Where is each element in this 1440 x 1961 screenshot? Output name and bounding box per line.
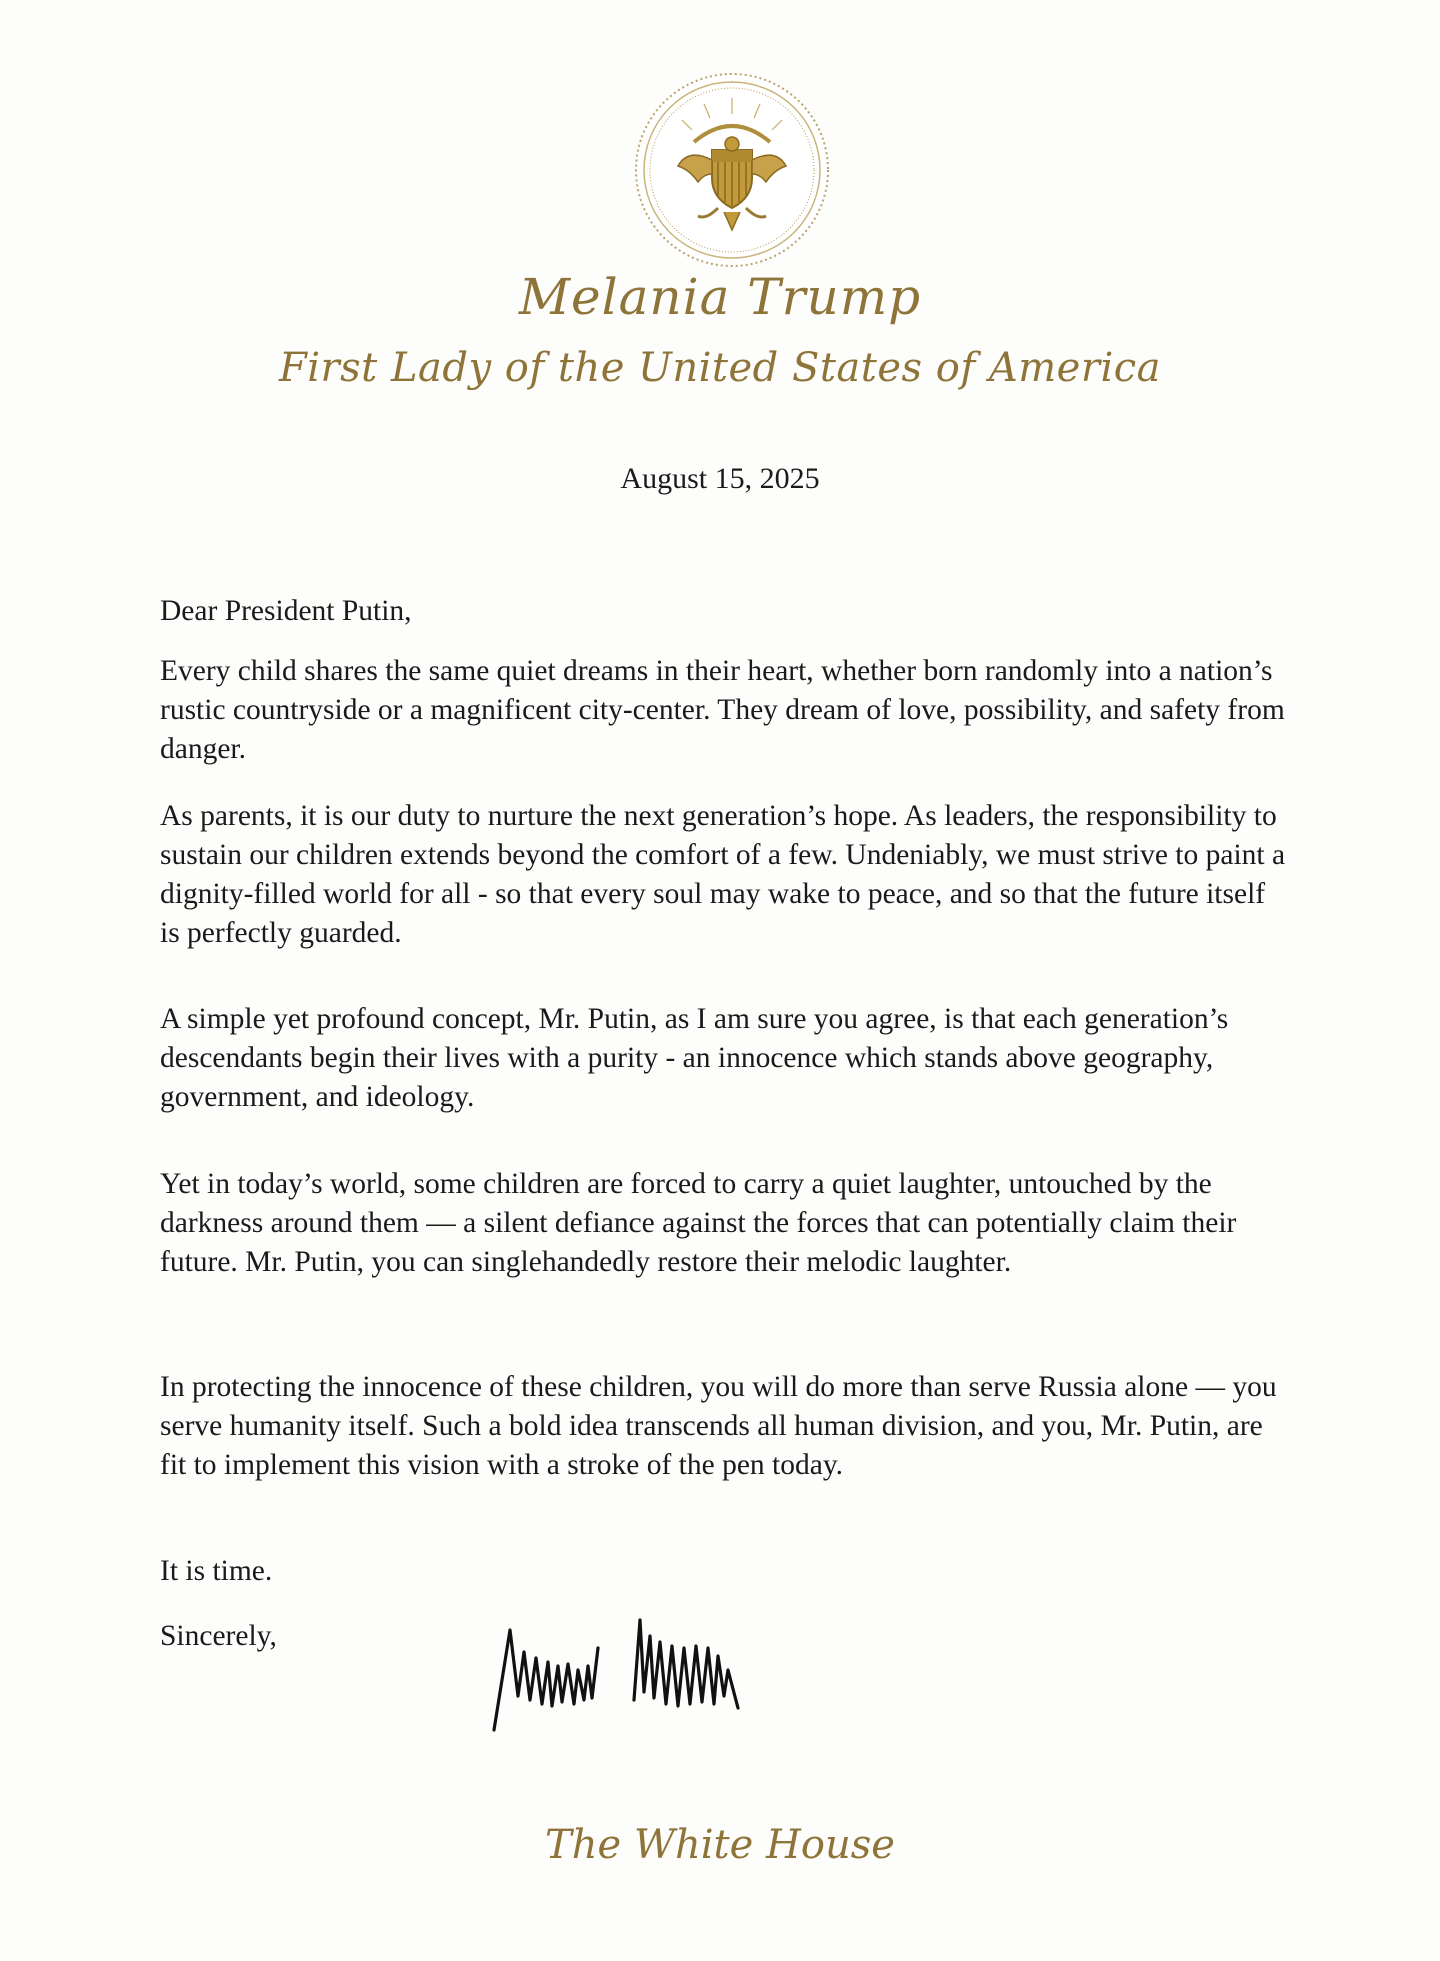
sign-off: Sincerely, [160,1620,277,1652]
presidential-seal-icon [632,70,832,270]
paragraph: Every child shares the same quiet dreams in their heart, whether born randomly into a nation’s rustic countryside or a magnificent city-center. They dream of love, possibility, and safety from danger. [160,655,1285,765]
paragraph: As parents, it is our duty to nurture the next generation’s hope. As leaders, the responsibility to sustain our children extends beyond the comfort of a few. Undeniably, we must strive to paint a dignity-filled world for all - so that every soul may wake to peace, and so that the future itself is perfectly guarded. [160,800,1286,949]
paragraph: In protecting the innocence of these children, you will do more than serve Russia alone — you serve humanity itself. Such a bold idea transcends all human division, and you, Mr. Putin, are fit to implement this vision with a stroke of the pen today. [160,1371,1277,1481]
closing-line: It is time. [160,1555,273,1587]
salutation: Dear President Putin, [160,595,412,627]
paragraph: Yet in today’s world, some children are forced to carry a quiet laughter, untouched by the darkness around them — a silent defiance against the forces that can potentially claim their future. Mr. Putin, you can singlehandedly restore their melodic laughter. [160,1168,1237,1278]
letterhead-title: First Lady of the United States of America [278,345,1162,391]
handwritten-signature-icon [488,1600,768,1740]
letter-date: August 15, 2025 [620,462,820,495]
paragraph: A simple yet profound concept, Mr. Putin, as I am sure you agree, is that each generation’s descendants begin their lives with a purity - an innocence which stands above geography, government, and ideology. [160,1003,1229,1113]
letterhead-name: Melania Trump [518,268,922,326]
footer-white-house: The White House [545,1822,895,1868]
